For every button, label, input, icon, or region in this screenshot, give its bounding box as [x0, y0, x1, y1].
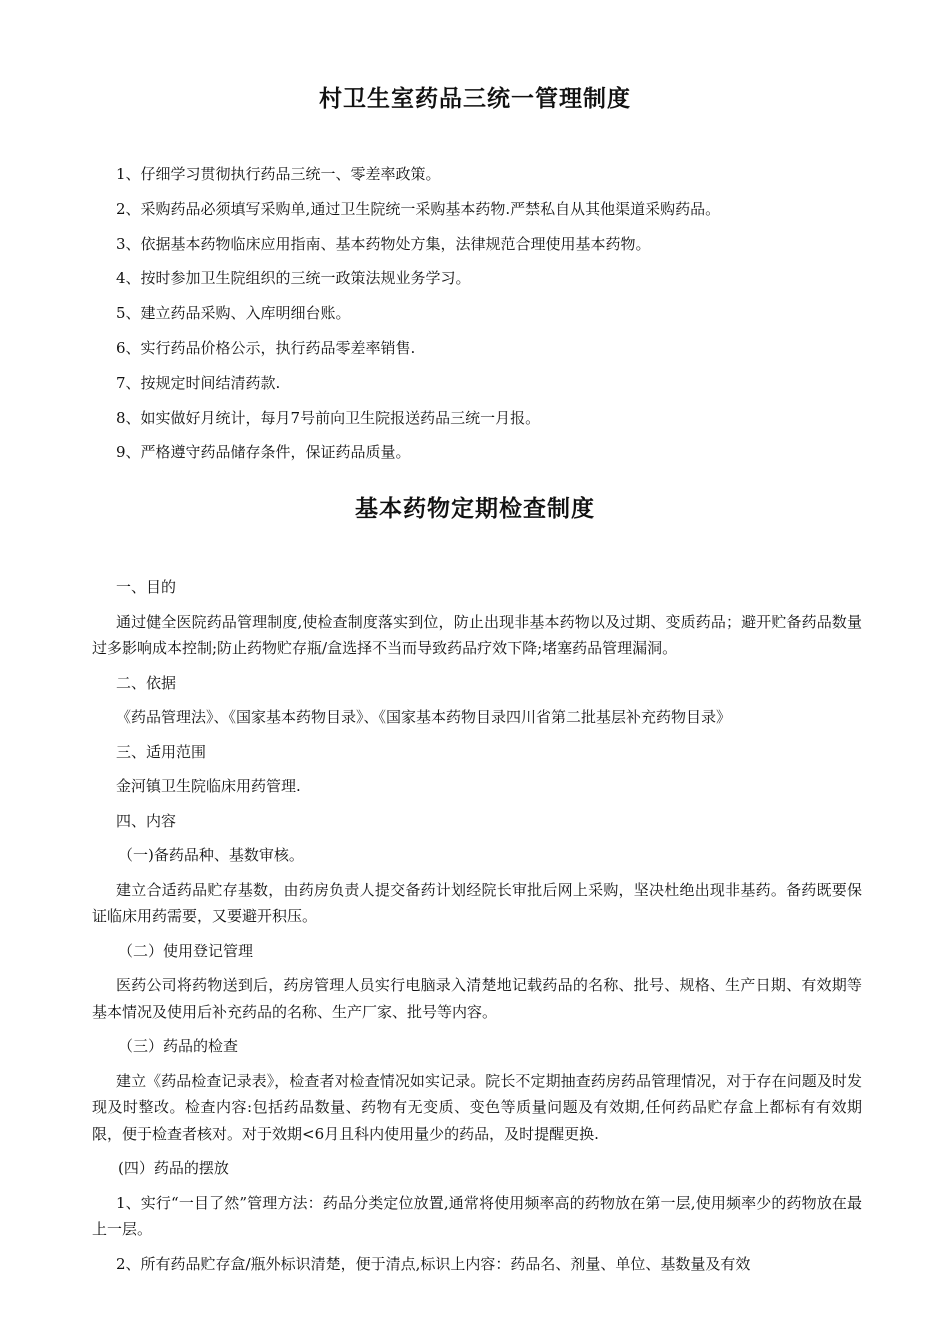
paragraph-stock-review: 建立合适药品贮存基数，由药房负责人提交备药计划经院长审批后网上采购，坚决杜绝出现非基药。备药既要保证临床用药需要，又要避开积压。: [92, 880, 862, 925]
paragraph-usage-registration: 医药公司将药物送到后，药房管理人员实行电脑录入清楚地记载药品的名称、批号、规格、生产日期、有效期等基本情况及使用后补充药品的名称、生产厂家、批号等内容。: [92, 976, 862, 1021]
paragraph-placement-1: 1、实行“一目了然”管理方法：药品分类定位放置,通常将使用频率高的药物放在第一层,使用频率少的药物放在最上一层。: [92, 1193, 862, 1238]
paragraph-scope: 金河镇卫生院临床用药管理.: [116, 777, 301, 795]
rule-item-1: 1、仔细学习贯彻执行药品三统一、零差率政策。: [116, 165, 441, 183]
paragraph-placement-2: 2、所有药品贮存盒/瓶外标识清楚，便于清点,标识上内容：药品名、剂量、单位、基数量及有效: [116, 1254, 751, 1273]
document-title-2: 基本药物定期检查制度: [355, 496, 595, 522]
subheading-usage-registration: （二）使用登记管理: [118, 941, 254, 960]
rule-item-3: 3、依据基本药物临床应用指南、基本药物处方集，法律规范合理使用基本药物。: [116, 234, 651, 253]
paragraph-drug-inspection: 建立《药品检查记录表》，检查者对检查情况如实记录。院长不定期抽查药房药品管理情况，对于存在问题及时发现及时整改。检查内容:包括药品数量、药物有无变质、变色等质量问题及有效期,任何药品贮存盒上都标有有效期限，便于检查者核对。对于效期<6月且科内使用量少的药品，及时提醒更换.: [92, 1071, 862, 1143]
rule-item-8: 8、如实做好月统计，每月7号前向卫生院报送药品三统一月报。: [116, 408, 541, 427]
heading-basis: 二、依据: [116, 673, 177, 692]
management-rules-list: [116, 164, 876, 477]
rule-item-9: 9、严格遵守药品储存条件，保证药品质量。: [116, 443, 411, 462]
document-title-1: 村卫生室药品三统一管理制度: [319, 86, 631, 112]
rule-item-7: 7、按规定时间结清药款.: [116, 373, 281, 392]
rule-item-2: 2、采购药品必须填写采购单,通过卫生院统一采购基本药物.严禁私自从其他渠道采购药品。: [116, 199, 721, 218]
subheading-drug-inspection: （三）药品的检查: [118, 1037, 239, 1055]
paragraph-purpose: 通过健全医院药品管理制度,使检查制度落实到位，防止出现非基本药物以及过期、变质药品；避开贮备药品数量过多影响成本控制;防止药物贮存瓶/盒选择不当而导致药品疗效下降;堵塞药品管理漏洞。: [92, 612, 862, 657]
heading-scope: 三、适用范围: [116, 742, 207, 761]
rule-item-5: 5、建立药品采购、入库明细台账。: [116, 304, 351, 323]
heading-purpose: 一、目的: [116, 578, 177, 596]
subheading-stock-review: （一)备药品种、基数审核。: [118, 846, 304, 864]
subheading-drug-placement: (四）药品的摆放: [118, 1159, 229, 1177]
inspection-policy-section: [92, 574, 862, 1285]
heading-content: 四、内容: [116, 811, 177, 830]
rule-item-6: 6、实行药品价格公示，执行药品零差率销售.: [116, 338, 416, 357]
paragraph-basis: 《药品管理法》、《国家基本药物目录》、《国家基本药物目录四川省第二批基层补充药物目录》: [116, 708, 732, 726]
rule-item-4: 4、按时参加卫生院组织的三统一政策法规业务学习。: [116, 269, 471, 288]
